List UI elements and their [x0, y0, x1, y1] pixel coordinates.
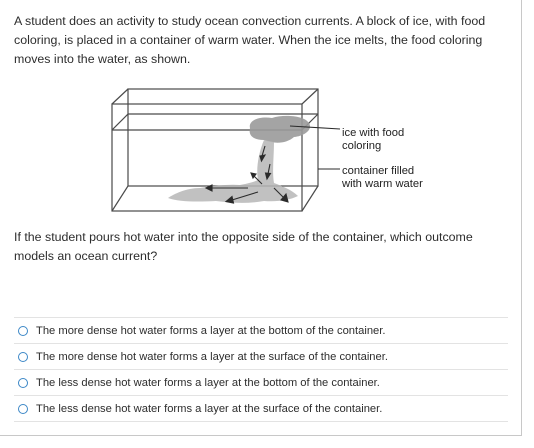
radio-button[interactable] — [18, 352, 28, 362]
ice-label: ice with food coloring — [342, 127, 405, 152]
convection-figure — [108, 84, 428, 216]
question-prompt: If the student pours hot water into the opposite side of the container, which outcome models an ocean current? — [14, 230, 473, 263]
radio-button[interactable] — [18, 326, 28, 336]
answer-option-label: The more dense hot water forms a layer at the surface of the container. — [36, 350, 388, 363]
container-label: container filled with warm water — [342, 165, 423, 190]
answer-option-1[interactable] — [14, 318, 508, 344]
radio-button[interactable] — [18, 404, 28, 414]
dye-plume-shape — [168, 140, 298, 203]
answer-option-4[interactable] — [14, 396, 508, 422]
answer-option-label: The more dense hot water forms a layer at the bottom of the container. — [36, 324, 386, 337]
answer-option-label: The less dense hot water forms a layer at the bottom of the container. — [36, 376, 380, 389]
radio-button[interactable] — [18, 378, 28, 388]
intro-paragraph: A student does an activity to study ocean convection currents. A block of ice, with food coloring, is placed in a container of warm water. When the ice melts, the food coloring moves into the water, as shown. — [14, 14, 486, 66]
answer-option-2[interactable] — [14, 344, 508, 370]
answer-option-label: The less dense hot water forms a layer at the surface of the container. — [36, 402, 383, 415]
ice-block-shape — [250, 116, 310, 143]
answer-option-3[interactable] — [14, 370, 508, 396]
answer-choices — [14, 317, 508, 422]
